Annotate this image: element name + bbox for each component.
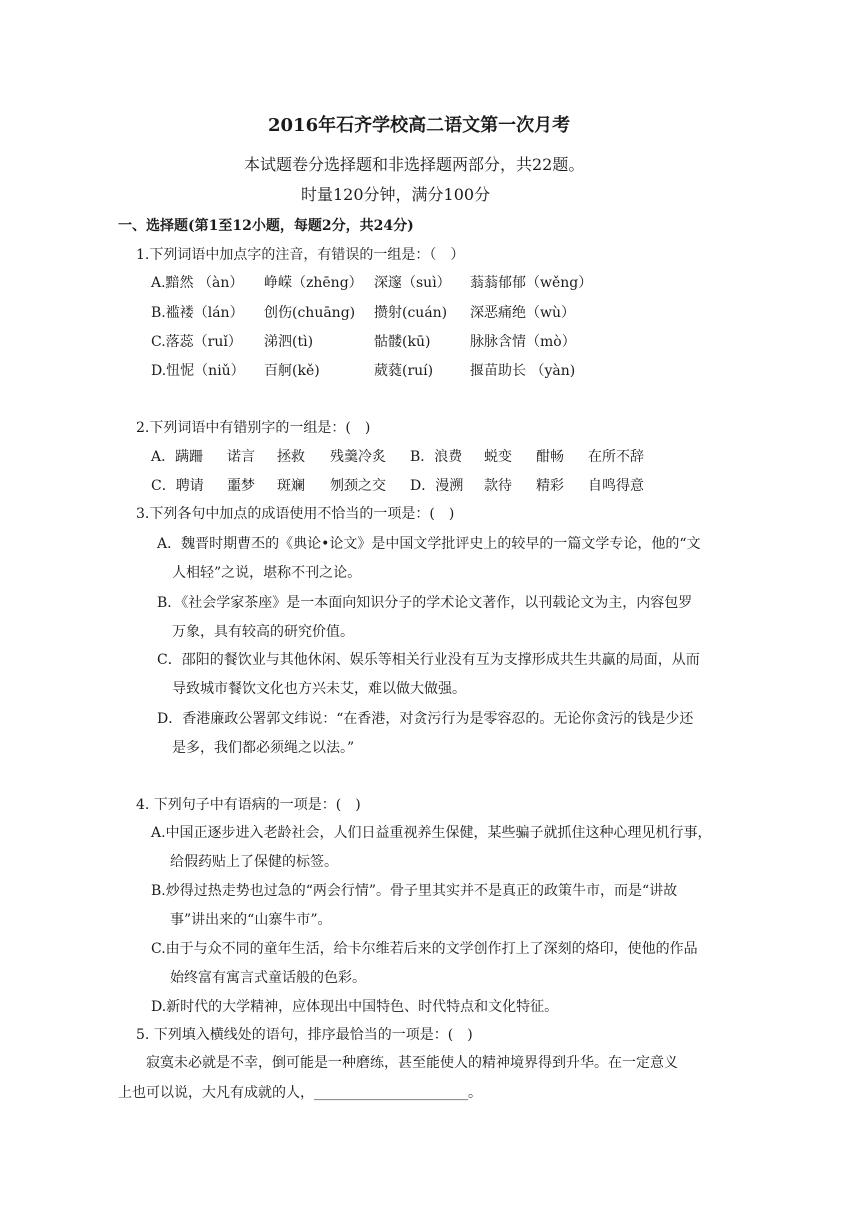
q1-d-col2: 百舸(kě) (264, 363, 320, 379)
q2-r2-c6: 款待 (484, 478, 512, 494)
q3-line-8: 是多，我们都必须绳之以法。” (172, 740, 355, 756)
q2-r1-c7: 酣畅 (536, 449, 564, 465)
exam-subtitle-parts: 本试题卷分选择题和非选择题两部分，共22题。 (244, 155, 585, 174)
q1-b-col1: B.褴褛（lán） (151, 305, 244, 321)
q1-a-col4: 蓊蓊郁郁（wěng） (470, 275, 593, 291)
q2-r2-c4: 刎颈之交 (330, 478, 386, 494)
question-4-stem: 4. 下列句子中有语病的一项是：( ) (136, 797, 361, 813)
exam-subtitle-time: 时量120分钟，满分100分 (301, 185, 491, 204)
q4-line-1: A.中国正逐步进入老龄社会，人们日益重视养生保健，某些骗子就抓住这种心理见机行事， (151, 825, 712, 841)
q1-d-col4: 揠苗助长 （yàn) (470, 363, 576, 379)
q1-d-col1: D.忸怩（niǔ） (151, 363, 245, 379)
question-5-stem: 5. 下列填入横线处的语句，排序最恰当的一项是：( ) (136, 1027, 473, 1043)
q4-line-4: 事”讲出来的“山寨牛市”。 (170, 912, 332, 928)
question-3-stem: 3.下列各句中加点的成语使用不恰当的一项是：( ) (136, 506, 455, 522)
q2-r1-c1: A．蹒跚 (151, 449, 204, 465)
q3-line-4: 万象，具有较高的研究价值。 (172, 624, 354, 640)
q4-line-5: C.由于与众不同的童年生活，给卡尔维若后来的文学创作打上了深刻的烙印，使他的作品 (151, 941, 698, 957)
q4-line-3: B.炒得过热走势也过急的“两会行情”。骨子里其实并不是真正的政策牛市，而是“讲故 (151, 883, 678, 899)
q2-r1-c2: 诺言 (227, 449, 255, 465)
q2-r2-c8: 自鸣得意 (588, 478, 644, 494)
q1-c-col1: C.落蕊（ruǐ） (151, 334, 242, 350)
question-1-stem: 1.下列词语中加点字的注音，有错误的一组是：（ ） (136, 247, 465, 263)
q2-r1-c8: 在所不辞 (588, 449, 644, 465)
q2-r1-c6: 蜕变 (484, 449, 512, 465)
q2-r2-c2: 噩梦 (227, 478, 255, 494)
q1-a-col1: A.黯然 （àn） (151, 275, 244, 291)
q1-c-col3: 骷髅(kū) (374, 334, 431, 350)
q2-r2-c7: 精彩 (536, 478, 564, 494)
q1-b-col2: 创伤(chuāng) (264, 305, 356, 321)
q5-line-1: 寂寞未必就是不幸，倒可能是一种磨练，甚至能使人的精神境界得到升华。在一定意义 (146, 1055, 678, 1071)
q1-c-col4: 脉脉含情（mò） (470, 334, 576, 350)
q1-a-col3: 深邃（suì） (374, 275, 451, 291)
question-2-stem: 2.下列词语中有错别字的一组是：( ) (136, 420, 371, 436)
q3-line-6: 导致城市餐饮文化也方兴未艾，难以做大做强。 (172, 681, 466, 697)
q2-r2-c1: C．聘请 (151, 478, 204, 494)
q3-line-1: A．魏晋时期曹丕的《典论•论文》是中国文学批评史上的较早的一篇文学专论，他的“文 (157, 536, 701, 552)
q3-line-7: D．香港廉政公署郭文纬说：“在香港，对贪污行为是零容忍的。无论你贪污的钱是少还 (157, 711, 694, 727)
section-heading: 一、选择题(第1至12小题，每题2分，共24分) (118, 218, 414, 234)
q3-line-3: B．《社会学家茶座》是一本面向知识分子的学术论文著作，以刊载论文为主，内容包罗 (157, 595, 693, 611)
q1-b-col3: 攒射(cuán) (374, 305, 448, 321)
q2-r1-c3: 拯救 (277, 449, 305, 465)
q1-a-col2: 峥嵘（zhēng） (264, 275, 363, 291)
q1-b-col4: 深恶痛绝（wù） (470, 305, 575, 321)
q4-line-7: D.新时代的大学精神，应体现出中国特色、时代特点和文化特征。 (151, 999, 559, 1015)
q1-d-col3: 葳蕤(ruí) (374, 363, 434, 379)
q3-line-5: C．邵阳的餐饮业与其他休闲、娱乐等相关行业没有互为支撑形成共生共赢的局面，从而 (157, 652, 700, 668)
q2-r1-c5: B．浪费 (410, 449, 463, 465)
q2-r2-c5: D．漫溯 (410, 478, 464, 494)
q5-line-2: 上也可以说，大凡有成就的人，______________________。 (118, 1085, 482, 1101)
q1-c-col2: 涕泗(tì) (264, 334, 314, 350)
q4-line-6: 始终富有寓言式童话般的色彩。 (170, 970, 366, 986)
q3-line-2: 人相轻”之说，堪称不刊之论。 (172, 565, 362, 581)
q2-r1-c4: 残羹冷炙 (330, 449, 386, 465)
q2-r2-c3: 斑斓 (277, 478, 305, 494)
exam-title: 2016年石齐学校高二语文第一次月考 (268, 115, 571, 136)
q4-line-2: 给假药贴上了保健的标签。 (170, 854, 338, 870)
